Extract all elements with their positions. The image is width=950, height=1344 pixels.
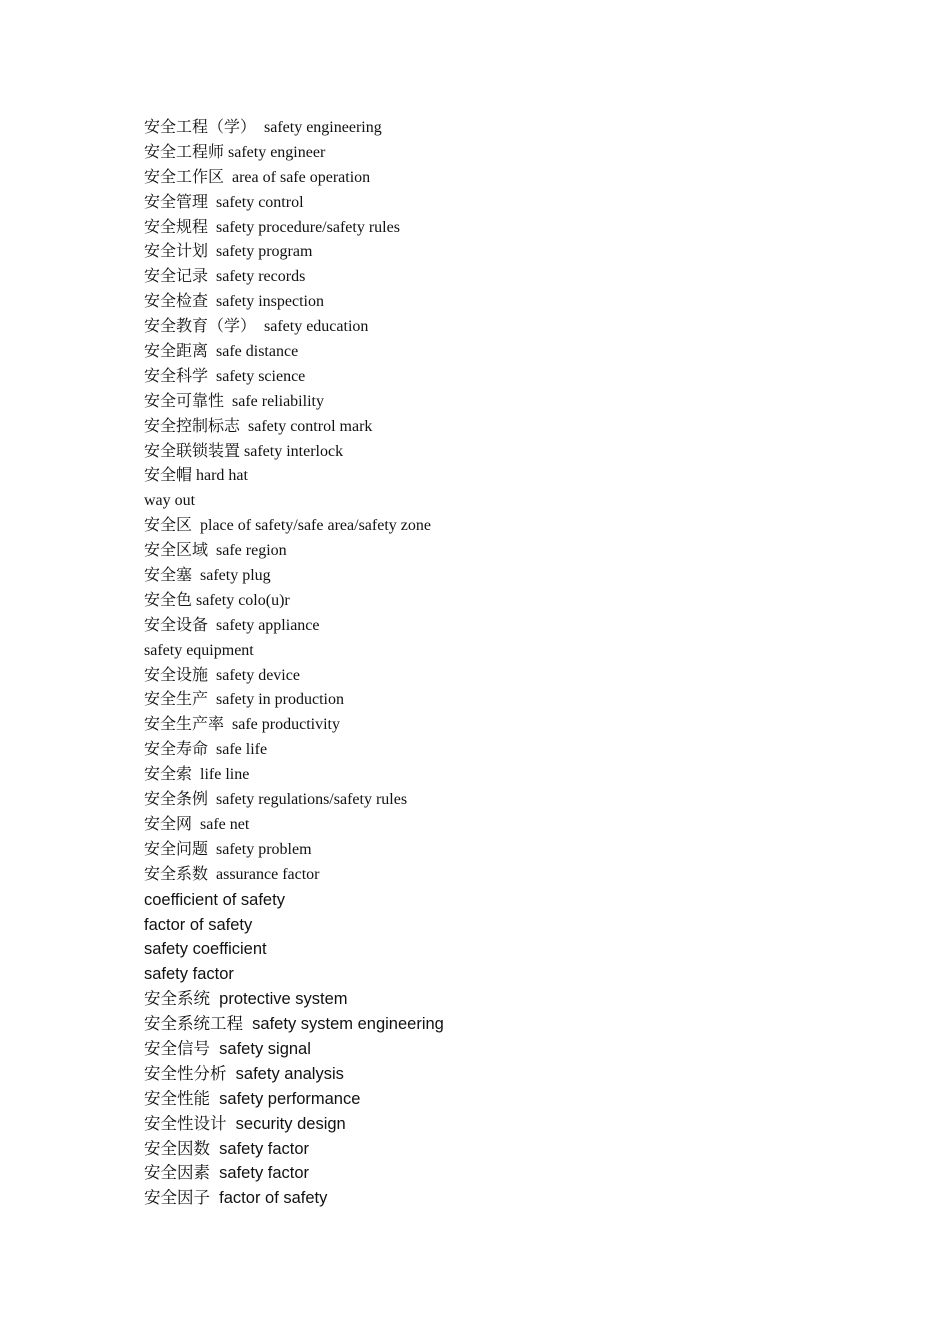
glossary-entry: 安全设施 safety device — [144, 666, 300, 684]
glossary-entry: 安全系数 assurance factor — [144, 865, 320, 883]
glossary-entry: 安全记录 safety records — [144, 268, 306, 286]
glossary-entry: 安全规程 safety procedure/safety rules — [144, 218, 400, 236]
glossary-entry: 安全因子 factor of safety — [144, 1189, 328, 1208]
glossary-entry: 安全可靠性 safe reliability — [144, 392, 324, 410]
glossary-entry: 安全生产 safety in production — [144, 691, 344, 709]
glossary-entry: 安全问题 safety problem — [144, 840, 312, 858]
glossary-entry: 安全教育（学） safety education — [144, 318, 369, 336]
glossary-entry: 安全塞 safety plug — [144, 567, 271, 585]
glossary-entry: 安全联锁装置 safety interlock — [144, 442, 344, 460]
glossary-entry: 安全工程师 safety engineer — [144, 143, 326, 161]
glossary-entry: 安全设备 safety appliance — [144, 616, 320, 634]
glossary-list — [144, 116, 444, 1211]
glossary-entry: 安全生产率 safe productivity — [144, 716, 340, 734]
glossary-entry: 安全寿命 safe life — [144, 741, 268, 759]
glossary-entry: safety equipment — [144, 641, 254, 659]
glossary-entry: 安全科学 safety science — [144, 367, 306, 385]
glossary-entry: 安全区域 safe region — [144, 542, 287, 560]
glossary-entry: 安全性能 safety performance — [144, 1089, 361, 1108]
glossary-entry: 安全性设计 security design — [144, 1114, 346, 1133]
glossary-entry: 安全区 place of safety/safe area/safety zone — [144, 517, 431, 535]
glossary-entry: 安全控制标志 safety control mark — [144, 417, 373, 435]
glossary-entry: 安全检查 safety inspection — [144, 293, 324, 311]
glossary-entry: 安全距离 safe distance — [144, 343, 299, 361]
glossary-entry: 安全性分析 safety analysis — [144, 1064, 344, 1083]
glossary-entry: 安全因数 safety factor — [144, 1139, 310, 1158]
glossary-entry: 安全系统工程 safety system engineering — [144, 1015, 444, 1034]
glossary-entry: 安全工作区 area of safe operation — [144, 168, 371, 186]
glossary-entry: 安全索 life line — [144, 766, 250, 784]
glossary-entry: 安全条例 safety regulations/safety rules — [144, 791, 408, 809]
glossary-entry: factor of safety — [144, 915, 253, 934]
glossary-entry: 安全色 safety colo(u)r — [144, 591, 290, 609]
glossary-entry: 安全网 safe net — [144, 815, 250, 833]
glossary-entry: 安全计划 safety program — [144, 243, 313, 261]
glossary-entry: coefficient of safety — [144, 890, 285, 909]
glossary-entry: 安全工程（学） safety engineering — [144, 119, 382, 136]
glossary-entry: 安全帽 hard hat — [144, 467, 248, 485]
glossary-entry: 安全系统 protective system — [144, 990, 348, 1009]
glossary-entry: safety factor — [144, 965, 234, 984]
glossary-entry: way out — [144, 492, 196, 510]
glossary-entry: 安全因素 safety factor — [144, 1164, 310, 1183]
glossary-entry: 安全信号 safety signal — [144, 1039, 311, 1058]
glossary-entry: safety coefficient — [144, 940, 267, 959]
glossary-entry: 安全管理 safety control — [144, 193, 304, 211]
